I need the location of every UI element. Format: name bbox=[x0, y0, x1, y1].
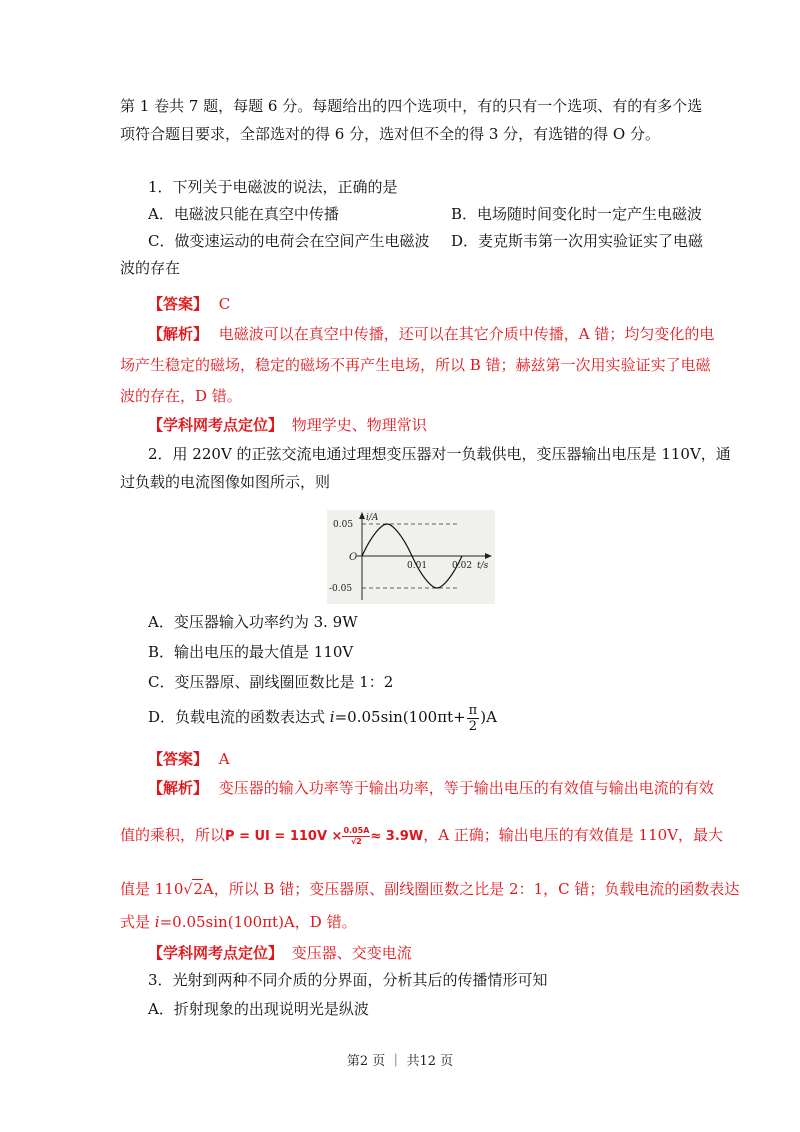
q2-option-b: B．输出电压的最大值是 110V bbox=[148, 643, 354, 661]
formula-lhs: P = UI = 110V × bbox=[225, 829, 343, 844]
q2-option-c: C．变压器原、副线圈匝数比是 1：2 bbox=[148, 673, 394, 691]
q3-option-a: A．折射现象的出现说明光是纵波 bbox=[148, 1000, 369, 1018]
x-axis-arrow bbox=[485, 553, 492, 559]
q1-topic bbox=[148, 415, 427, 435]
page-footer: 第2 页 ｜ 共12 页 bbox=[346, 1054, 454, 1069]
q1-answer bbox=[148, 294, 230, 314]
q1-analysis-2: 场产生稳定的磁场，稳定的磁场不再产生电场，所以 B 错；赫兹第一次用实验证实了电磁 bbox=[120, 356, 711, 374]
q1-analysis-1 bbox=[148, 324, 714, 344]
x-tick-2: 0.02 bbox=[452, 561, 473, 571]
q2-answer bbox=[148, 749, 230, 769]
fraction-denominator: 2 bbox=[468, 718, 478, 734]
analysis-tag: 【解析】 bbox=[148, 779, 209, 797]
option-d-end: )A bbox=[480, 708, 497, 726]
formula-denominator: √2 bbox=[350, 836, 362, 846]
topic-text: 变压器、交变电流 bbox=[291, 944, 412, 962]
q1-option-d: D．麦克斯韦第一次用实验证实了电磁 bbox=[451, 232, 704, 250]
analysis-2-post: ，A 正确；输出电压的有效值是 110V，最大 bbox=[423, 826, 724, 844]
y-axis-arrow bbox=[359, 512, 365, 519]
q2-analysis-2 bbox=[120, 820, 723, 850]
q2-option-a: A．变压器输入功率约为 3. 9W bbox=[148, 613, 358, 631]
q2-analysis-3 bbox=[120, 879, 739, 900]
analysis-4-pre: 式是 bbox=[120, 913, 155, 931]
x-axis-label: t/s bbox=[477, 561, 489, 571]
analysis-2-pre: 值的乘积，所以 bbox=[120, 826, 226, 844]
q2-stem-2: 过负载的电流图像如图所示，则 bbox=[120, 473, 331, 491]
origin-label: O bbox=[349, 552, 358, 563]
analysis-3-pre: 值是 110 bbox=[120, 880, 184, 898]
y-top-tick: 0.05 bbox=[333, 520, 354, 530]
q1-option-c: C．做变速运动的电荷会在空间产生电磁波 bbox=[148, 232, 430, 250]
y-axis-label: i/A bbox=[366, 513, 379, 523]
analysis-3-post: A，所以 B 错；变压器原、副线圈匝数之比是 2：1，C 错；负载电流的函数表达 bbox=[202, 880, 740, 898]
answer-value: C bbox=[218, 295, 231, 313]
q2-analysis-1 bbox=[148, 778, 714, 798]
sqrt-sign: √ bbox=[183, 882, 193, 898]
formula-fraction bbox=[342, 826, 370, 847]
option-d-prefix: D．负载电流的函数表达式 bbox=[148, 708, 330, 726]
current-time-graph bbox=[327, 510, 495, 604]
analysis-text: 变压器的输入功率等于输出功率，等于输出电压的有效值与输出电流的有效 bbox=[218, 779, 714, 797]
sqrt-radicand: 2 bbox=[193, 880, 203, 898]
x-tick-1: 0.01 bbox=[407, 561, 428, 571]
intro-line-1: 第 1 卷共 7 题，每题 6 分。每题给出的四个选项中，有的只有一个选项、有的有多个选 bbox=[120, 97, 703, 115]
q2-topic bbox=[148, 943, 412, 963]
option-d-expr: =0.05sin(100πt+ bbox=[334, 708, 466, 726]
analysis-4-i: i bbox=[154, 913, 160, 931]
formula-rhs: ≈ 3.9W bbox=[370, 829, 424, 844]
analysis-4-post: =0.05sin(100πt)A，D 错。 bbox=[159, 913, 357, 931]
topic-text: 物理学史、物理常识 bbox=[291, 416, 427, 434]
fraction-numerator: π bbox=[468, 702, 478, 718]
answer-value: A bbox=[218, 750, 230, 768]
q2-analysis-4 bbox=[120, 912, 357, 932]
q1-option-d-continued: 波的存在 bbox=[120, 259, 181, 277]
q1-option-b: B．电场随时间变化时一定产生电磁波 bbox=[451, 205, 703, 223]
intro-line-2: 项符合题目要求，全部选对的得 6 分，选对但不全的得 3 分，有选错的得 O 分。 bbox=[120, 125, 660, 143]
answer-tag: 【答案】 bbox=[148, 295, 209, 313]
answer-tag: 【答案】 bbox=[148, 750, 209, 768]
option-d-i: i bbox=[329, 708, 335, 726]
q1-analysis-3: 波的存在，D 错。 bbox=[120, 387, 242, 405]
q1-stem: 1．下列关于电磁波的说法，正确的是 bbox=[148, 178, 398, 196]
topic-tag: 【学科网考点定位】 bbox=[148, 944, 284, 962]
q2-option-d bbox=[148, 700, 497, 734]
y-bottom-tick: -0.05 bbox=[329, 584, 353, 594]
analysis-tag: 【解析】 bbox=[148, 325, 209, 343]
pi-over-two-fraction bbox=[467, 703, 480, 734]
q3-stem: 3．光射到两种不同介质的分界面，分析其后的传播情形可知 bbox=[148, 971, 548, 989]
q2-stem-1: 2．用 220V 的正弦交流电通过理想变压器对一负载供电，变压器输出电压是 110V，通 bbox=[148, 445, 731, 463]
topic-tag: 【学科网考点定位】 bbox=[148, 416, 284, 434]
q1-option-a: A．电磁波只能在真空中传播 bbox=[148, 205, 339, 223]
analysis-text: 电磁波可以在真空中传播，还可以在其它介质中传播，A 错；均匀变化的电 bbox=[218, 325, 715, 343]
formula-numerator: 0.05A bbox=[343, 825, 370, 835]
